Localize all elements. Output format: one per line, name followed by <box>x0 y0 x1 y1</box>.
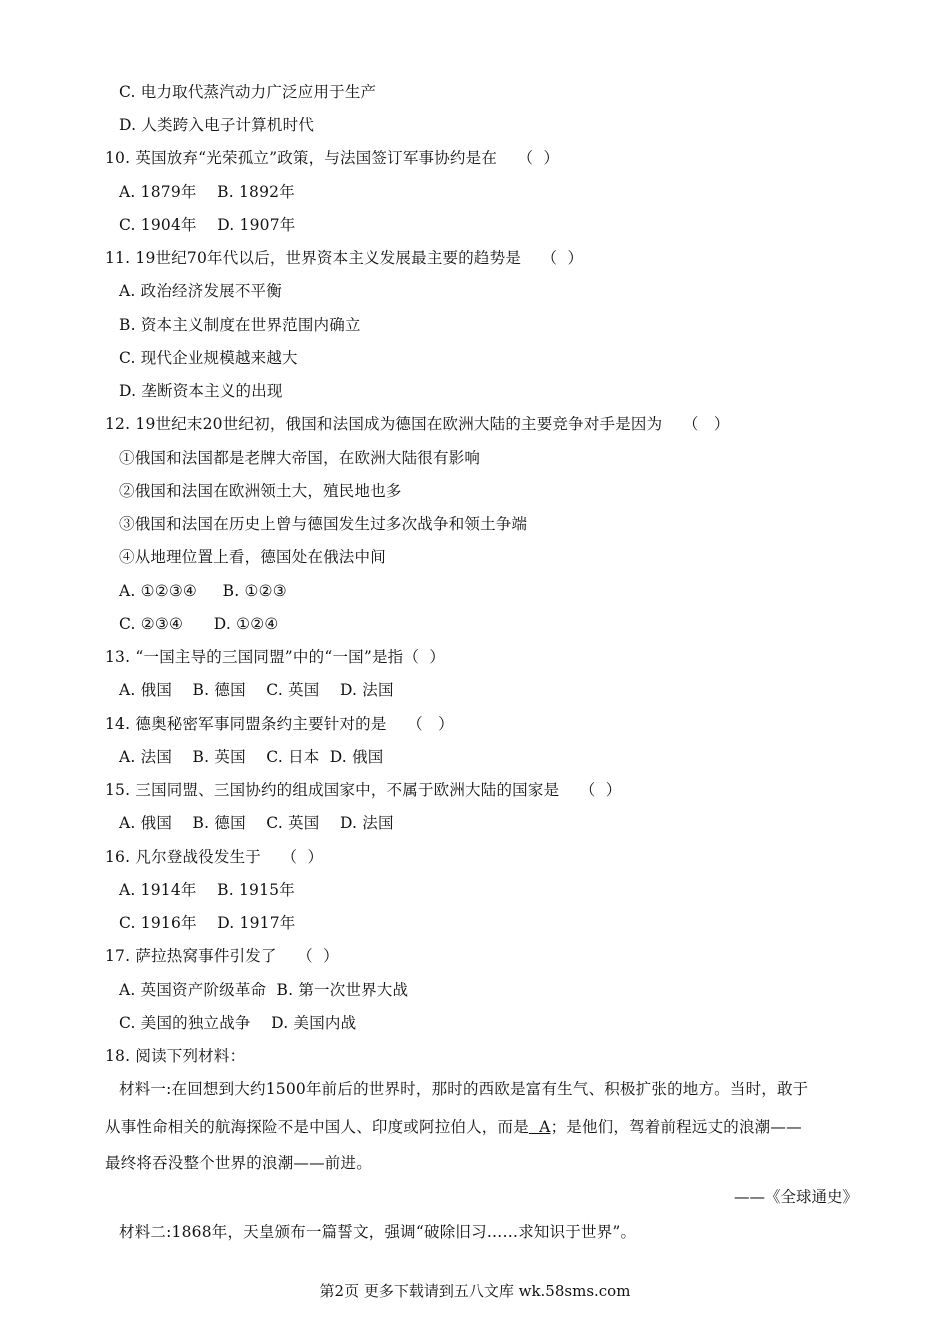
options-q16-ab: A. 1914年 B. 1915年 <box>119 881 295 899</box>
option-a-q11: A. 政治经济发展不平衡 <box>119 282 282 300</box>
option-b-q11: B. 资本主义制度在世界范围内确立 <box>119 316 361 334</box>
options-q15: A. 俄国 B. 德国 C. 英国 D. 法国 <box>119 814 394 832</box>
options-q10-ab: A. 1879年 B. 1892年 <box>119 183 295 201</box>
question-18: 18. 阅读下列材料： <box>105 1047 246 1065</box>
question-13: 13. “一国主导的三国同盟”中的“一国”是指（ ） <box>105 648 446 666</box>
question-15: 15. 三国同盟、三国协约的组成国家中，不属于欧洲大陆的国家是 （ ） <box>105 781 622 799</box>
options-q16-cd: C. 1916年 D. 1917年 <box>119 914 296 932</box>
options-q10-cd: C. 1904年 D. 1907年 <box>119 216 296 234</box>
options-q12-ab: A. ①②③④ B. ①②③ <box>119 582 287 600</box>
question-14: 14. 德奥秘密军事同盟条约主要针对的是 （ ） <box>105 715 454 733</box>
option-d-q11: D. 垄断资本主义的出现 <box>119 382 283 400</box>
options-q12-cd: C. ②③④ D. ①②④ <box>119 615 279 633</box>
answer-blank-a: A <box>528 1118 551 1136</box>
statement-2-q12: ②俄国和法国在欧洲领土大，殖民地也多 <box>119 482 402 500</box>
option-d-q9: D. 人类跨入电子计算机时代 <box>119 116 315 134</box>
options-q13: A. 俄国 B. 德国 C. 英国 D. 法国 <box>119 681 394 699</box>
question-10: 10. 英国放弃“光荣孤立”政策，与法国签订军事协约是在 （ ） <box>105 149 560 167</box>
material-1-text-after-blank: ；是他们，驾着前程远丈的浪潮—— <box>550 1118 802 1136</box>
options-q14: A. 法国 B. 英国 C. 日本 D. 俄国 <box>119 748 384 766</box>
question-16: 16. 凡尔登战役发生于 （ ） <box>105 848 324 866</box>
statement-1-q12: ①俄国和法国都是老牌大帝国，在欧洲大陆很有影响 <box>119 449 481 467</box>
question-12: 12. 19世纪末20世纪初，俄国和法国成为德国在欧洲大陆的主要竞争对手是因为 （ ） <box>105 415 730 433</box>
material-1-source: ——《全球通史》 <box>733 1188 858 1206</box>
material-1-line-3: 最终将吞没整个世界的浪潮——前进。 <box>105 1154 372 1172</box>
material-1-text-before-blank: 从事性命相关的航海探险不是中国人、印度或阿拉伯人，而是 <box>105 1118 529 1136</box>
material-2: 材料二:1868年，天皇颁布一篇誓文，强调“破除旧习……求知识于世界”。 <box>119 1223 637 1241</box>
options-q17-cd: C. 美国的独立战争 D. 美国内战 <box>119 1014 357 1032</box>
material-1-line-2 <box>105 1116 802 1138</box>
question-17: 17. 萨拉热窝事件引发了 （ ） <box>105 947 339 965</box>
page-footer: 第2页 更多下载请到五八文库 wk.58sms.com <box>319 1282 631 1300</box>
option-c-q11: C. 现代企业规模越来越大 <box>119 349 298 367</box>
statement-3-q12: ③俄国和法国在历史上曾与德国发生过多次战争和领土争端 <box>119 515 528 533</box>
material-1-line-1: 材料一:在回想到大约1500年前后的世界时，那时的西欧是富有生气、积极扩张的地方。当时，敢于 <box>119 1080 809 1098</box>
question-11: 11. 19世纪70年代以后，世界资本主义发展最主要的趋势是 （ ） <box>105 249 584 267</box>
options-q17-ab: A. 英国资产阶级革命 B. 第一次世界大战 <box>119 981 409 999</box>
statement-4-q12: ④从地理位置上看，德国处在俄法中间 <box>119 548 386 566</box>
option-c-q9: C. 电力取代蒸汽动力广泛应用于生产 <box>119 83 377 101</box>
